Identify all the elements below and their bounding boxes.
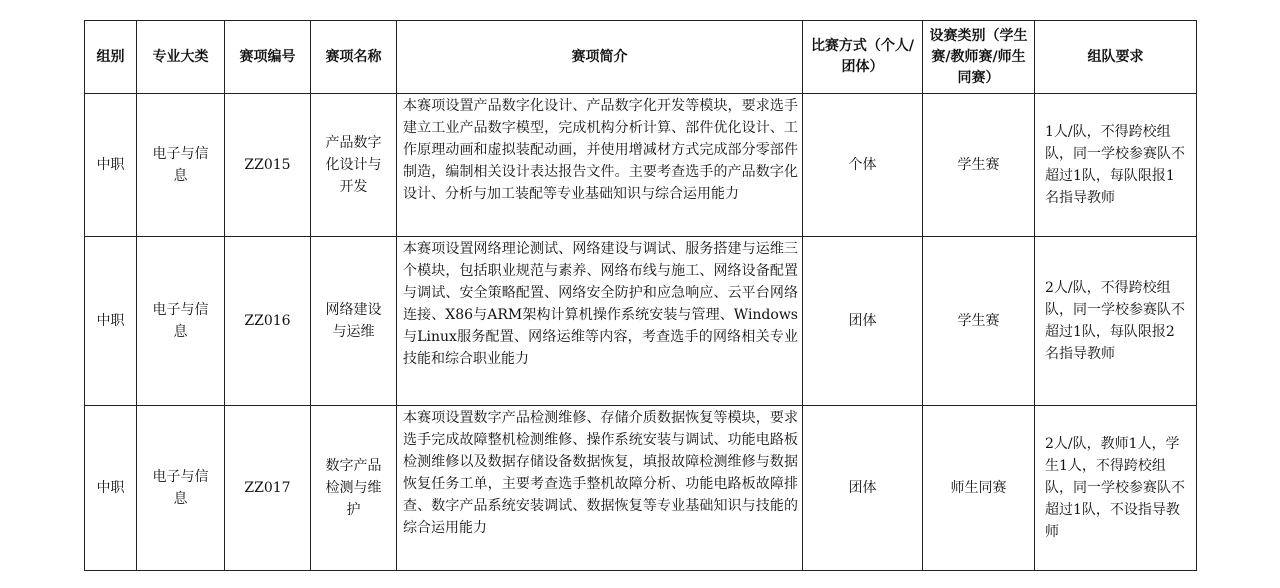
cell-type: 学生赛 <box>923 237 1035 406</box>
cell-name: 网络建设与运维 <box>311 237 397 406</box>
cell-category: 电子与信息 <box>137 237 225 406</box>
cell-name: 数字产品检测与维护 <box>311 406 397 571</box>
cell-intro: 本赛项设置网络理论测试、网络建设与调试、服务搭建与运维三个模块，包括职业规范与素养、网络布线与施工、网络设备配置与调试、安全策略配置、网络安全防护和应急响应、云平台网络连接、X86与ARM架构计算机操作系统安装与管理、Windows与Linux服务配置、网络运维等内容，考查选手的网络相关专业技能和综合职业能力 <box>397 237 803 406</box>
cell-name: 产品数字化设计与开发 <box>311 94 397 237</box>
table-row <box>85 406 1197 571</box>
cell-group: 中职 <box>85 406 137 571</box>
cell-intro: 本赛项设置产品数字化设计、产品数字化开发等模块，要求选手建立工业产品数字模型，完成机构分析计算、部件优化设计、工作原理动画和虚拟装配动画，并使用增减材方式完成部分零部件制造，编制相关设计表达报告文件。主要考查选手的产品数字化设计、分析与加工装配等专业基础知识与综合运用能力 <box>397 94 803 237</box>
cell-mode: 团体 <box>803 237 923 406</box>
cell-team-req: 2人/队，不得跨校组队，同一学校参赛队不超过1队，每队限报2名指导教师 <box>1035 237 1197 406</box>
table-row <box>85 94 1197 237</box>
cell-intro: 本赛项设置数字产品检测维修、存储介质数据恢复等模块，要求选手完成故障整机检测维修、操作系统安装与调试、功能电路板检测维修以及数据存储设备数据恢复，填报故障检测维修与数据恢复任务工单，主要考查选手整机故障分析、功能电路板故障排查、数字产品系统安装调试、数据恢复等专业基础知识与技能的综合运用能力 <box>397 406 803 571</box>
header-mode <box>803 21 923 94</box>
header-mode-text: 比赛方式（个人/团体） <box>810 38 915 75</box>
header-category: 专业大类 <box>137 21 225 94</box>
cell-type: 师生同赛 <box>923 406 1035 571</box>
cell-mode: 个体 <box>803 94 923 237</box>
cell-code: ZZ016 <box>225 237 311 406</box>
header-team-req: 组队要求 <box>1035 21 1197 94</box>
cell-team-req: 1人/队，不得跨校组队，同一学校参赛队不超过1队，每队限报1名指导教师 <box>1035 94 1197 237</box>
cell-group: 中职 <box>85 237 137 406</box>
header-name: 赛项名称 <box>311 21 397 94</box>
cell-code: ZZ015 <box>225 94 311 237</box>
competition-table <box>84 20 1197 571</box>
cell-category: 电子与信息 <box>137 406 225 571</box>
cell-type: 学生赛 <box>923 94 1035 237</box>
header-type <box>923 21 1035 94</box>
cell-mode: 团体 <box>803 406 923 571</box>
header-intro: 赛项简介 <box>397 21 803 94</box>
header-row <box>85 21 1197 94</box>
header-group: 组别 <box>85 21 137 94</box>
cell-category: 电子与信息 <box>137 94 225 237</box>
header-code: 赛项编号 <box>225 21 311 94</box>
cell-code: ZZ017 <box>225 406 311 571</box>
cell-team-req: 2人/队，教师1人，学生1人，不得跨校组队，同一学校参赛队不超过1队，不设指导教师 <box>1035 406 1197 571</box>
cell-group: 中职 <box>85 94 137 237</box>
table-row <box>85 237 1197 406</box>
header-type-text: 设赛类别（学生赛/教师赛/师生同赛） <box>929 27 1028 86</box>
